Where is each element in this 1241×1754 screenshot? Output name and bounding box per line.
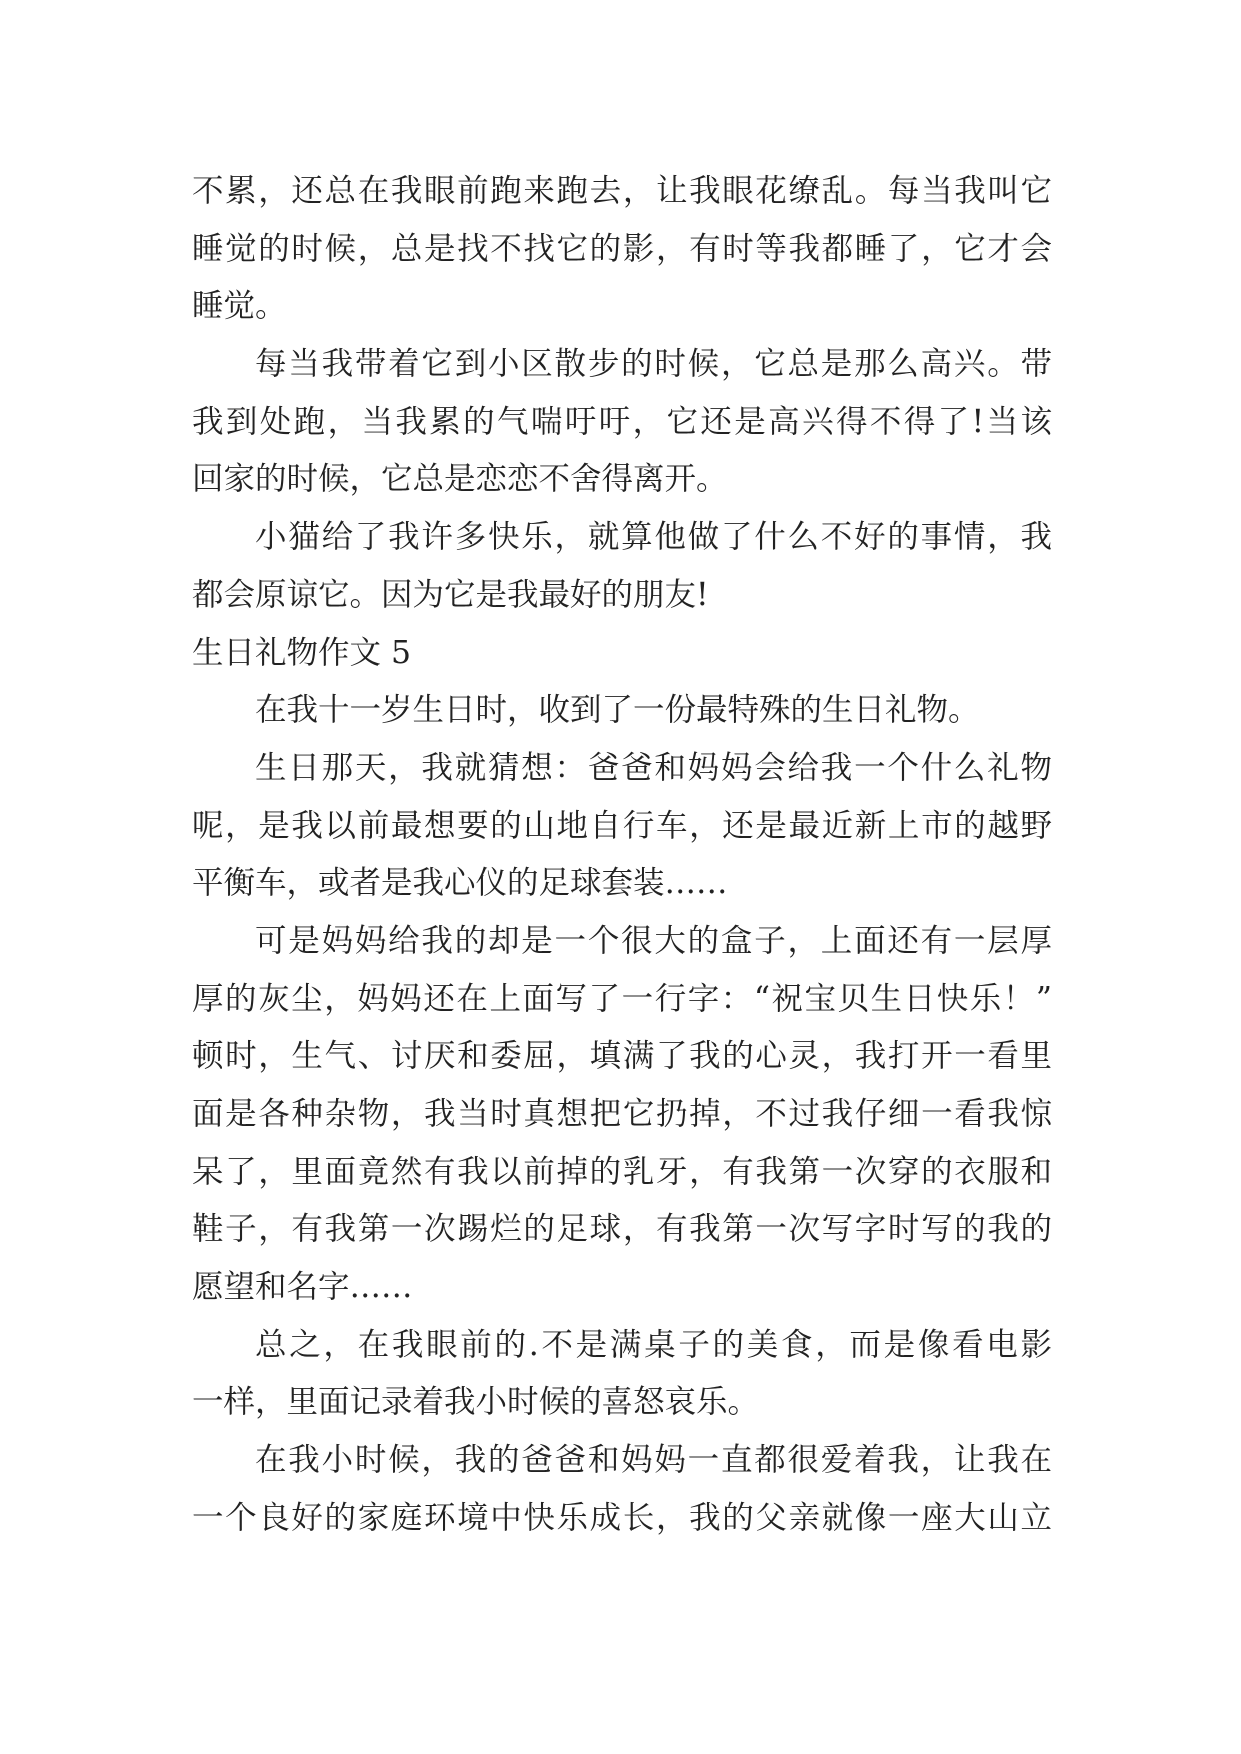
text-line: 面是各种杂物，我当时真想把它扔掉，不过我仔细一看我惊 (192, 1096, 1052, 1132)
text-line: 平衡车，或者是我心仪的足球套装…… (192, 865, 728, 902)
text-line: 呆了，里面竟然有我以前掉的乳牙，有我第一次穿的衣服和 (192, 1153, 1052, 1190)
text-line: 顿时，生气、讨厌和委屈，填满了我的心灵，我打开一看里 (192, 1038, 1052, 1075)
text-line: 一个良好的家庭环境中快乐成长，我的父亲就像一座大山立 (192, 1499, 1052, 1536)
paragraph-first-line: 在我十一岁生日时，收到了一份最特殊的生日礼物。 (255, 692, 980, 729)
text-line: 一样，里面记录着我小时候的喜怒哀乐。 (192, 1384, 760, 1421)
text-line: 呢，是我以前最想要的山地自行车，还是最近新上市的越野 (192, 807, 1052, 844)
essay-body (192, 163, 1052, 1548)
text-line: 不累，还总在我眼前跑来跑去，让我眼花缭乱。每当我叫它 (192, 173, 1052, 209)
paragraph-first-line: 总之，在我眼前的.不是满桌子的美食，而是像看电影 (255, 1326, 1052, 1363)
paragraph-first-line: 在我小时候，我的爸爸和妈妈一直都很爱着我，让我在 (255, 1442, 1052, 1479)
paragraph-first-line: 每当我带着它到小区散步的时候，它总是那么高兴。带 (255, 346, 1052, 383)
text-line: 厚的灰尘，妈妈还在上面写了一行字：“祝宝贝生日快乐！” (192, 980, 1052, 1017)
text-line: 愿望和名字…… (192, 1269, 413, 1306)
paragraph-first-line: 生日那天，我就猜想：爸爸和妈妈会给我一个什么礼物 (255, 749, 1052, 786)
paragraph-first-line: 可是妈妈给我的却是一个很大的盒子，上面还有一层厚 (255, 922, 1052, 959)
text-line: 生日礼物作文 5 (192, 634, 412, 671)
text-line: 都会原谅它。因为它是我最好的朋友! (192, 576, 709, 613)
text-line: 我到处跑，当我累的气喘吁吁，它还是高兴得不得了!当该 (192, 403, 1052, 440)
text-line: 回家的时候，它总是恋恋不舍得离开。 (192, 461, 728, 498)
text-line: 睡觉。 (192, 288, 287, 325)
paragraph-first-line: 小猫给了我许多快乐，就算他做了什么不好的事情，我 (255, 519, 1052, 556)
text-line: 鞋子，有我第一次踢烂的足球，有我第一次写字时写的我的 (192, 1211, 1052, 1248)
text-line: 睡觉的时候，总是找不找它的影，有时等我都睡了，它才会 (192, 230, 1052, 267)
